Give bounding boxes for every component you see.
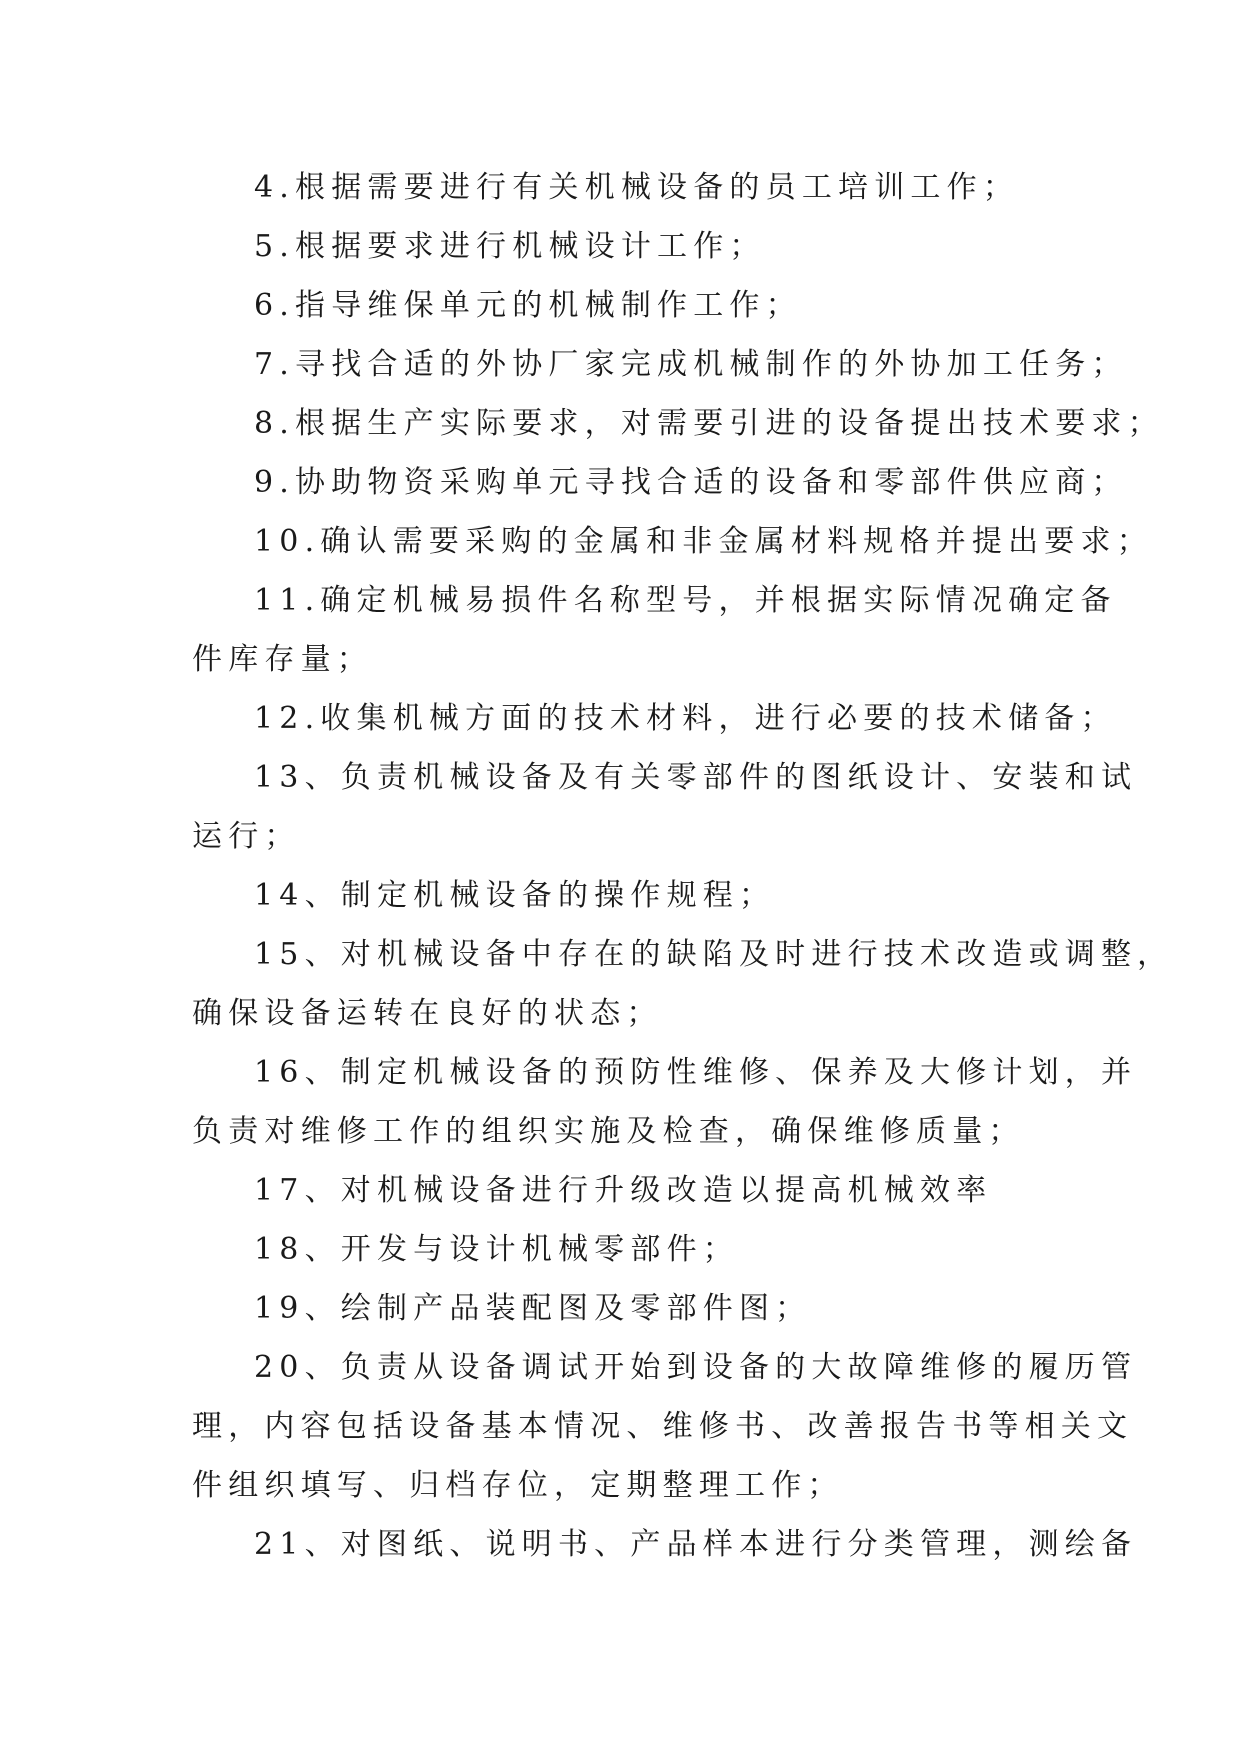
- list-item-19: 19、绘制产品装配图及零部件图；: [254, 1291, 812, 1326]
- list-item-12: 12.收集机械方面的技术材料，进行必要的技术储备；: [254, 701, 1117, 736]
- list-item-6: 6.指导维保单元的机械制作工作；: [254, 288, 802, 323]
- list-item-20-continuation: 件组织填写、归档存位，定期整理工作；: [192, 1468, 844, 1503]
- list-item-16-continuation: 负责对维修工作的组织实施及检查，确保维修质量；: [192, 1114, 1025, 1149]
- list-item-21: 21、对图纸、说明书、产品样本进行分类管理，测绘备: [254, 1527, 1138, 1562]
- list-item-20: 20、负责从设备调试开始到设备的大故障维修的履历管: [254, 1350, 1138, 1385]
- list-item-16: 16、制定机械设备的预防性维修、保养及大修计划，并: [254, 1055, 1138, 1090]
- list-item-9: 9.协助物资采购单元寻找合适的设备和零部件供应商；: [254, 465, 1128, 500]
- list-item-20-continuation: 理，内容包括设备基本情况、维修书、改善报告书等相关文: [192, 1409, 1134, 1444]
- list-item-15: 15、对机械设备中存在的缺陷及时进行技术改造或调整，: [254, 937, 1174, 972]
- list-item-18: 18、开发与设计机械零部件；: [254, 1232, 739, 1267]
- list-item-10: 10.确认需要采购的金属和非金属材料规格并提出要求；: [254, 524, 1153, 559]
- list-item-15-continuation: 确保设备运转在良好的状态；: [192, 996, 663, 1031]
- list-item-8: 8.根据生产实际要求，对需要引进的设备提出技术要求；: [254, 406, 1164, 441]
- list-item-11-continuation: 件库存量；: [192, 642, 373, 677]
- list-item-4: 4.根据需要进行有关机械设备的员工培训工作；: [254, 170, 1020, 205]
- list-item-17: 17、对机械设备进行升级改造以提高机械效率: [254, 1173, 993, 1208]
- list-item-13: 13、负责机械设备及有关零部件的图纸设计、安装和试: [254, 760, 1138, 795]
- list-item-5: 5.根据要求进行机械设计工作；: [254, 229, 766, 264]
- list-item-13-continuation: 运行；: [192, 819, 301, 854]
- list-item-14: 14、制定机械设备的操作规程；: [254, 878, 776, 913]
- list-item-7: 7.寻找合适的外协厂家完成机械制作的外协加工任务；: [254, 347, 1128, 382]
- list-item-11: 11.确定机械易损件名称型号，并根据实际情况确定备: [254, 583, 1117, 618]
- document-body: [192, 158, 1174, 1574]
